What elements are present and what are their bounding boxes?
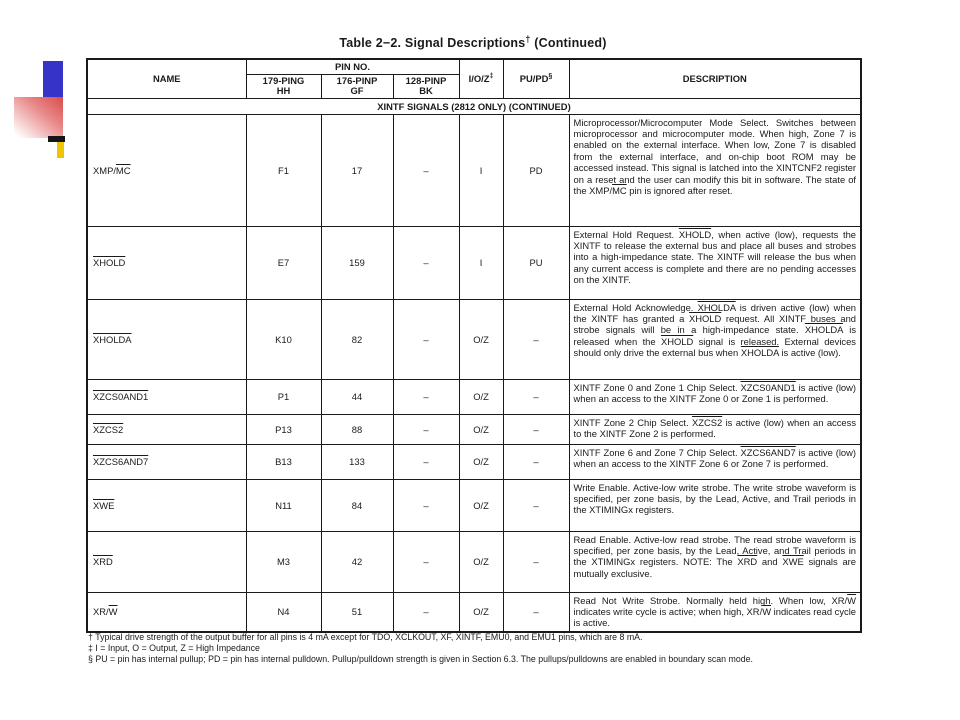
col-header-description: DESCRIPTION <box>569 59 861 98</box>
pin-pbk: – <box>393 592 459 632</box>
signal-description: Microprocessor/Microcomputer Mode Select. Switches between microprocessor and microcomputer mode. When high, Zone 7 is enabled on the external interface. When low, Zone 7 is disabled from the external interface, and on-chip boot ROM may be accessed instead. This signal is latched into the XINTCNF2 register on a reset and the user can modify this bit in software. The state of the XMP/$\overline{MC}$ pin is ignored after reset. <box>569 114 861 226</box>
footnote-text: Typical drive strength of the output buffer for all pins is 4 mA except for TDO, XCLKOUT, XF, XINTF, EMU0, and EMU1 pins, which are 8 mA. <box>95 632 643 642</box>
pullup-pulldown: PU <box>503 226 569 299</box>
signal-descriptions-table <box>86 58 862 633</box>
pin-ghh: F1 <box>246 114 321 226</box>
io-type: O/Z <box>459 479 503 531</box>
table-title-dagger: † <box>525 34 531 44</box>
pullup-pulldown: PD <box>503 114 569 226</box>
pkg-pbk-line1: 128-PINP <box>405 74 447 86</box>
decor-yellow-bar <box>57 142 64 158</box>
decor-blue-bar <box>43 61 63 98</box>
pullup-pulldown: – <box>503 479 569 531</box>
pin-pgf: 84 <box>321 479 393 531</box>
section-header-xintf-signals: XINTF SIGNALS (2812 ONLY) (CONTINUED) <box>87 98 861 114</box>
footnote-text: I = Input, O = Output, Z = High Impedance <box>95 643 260 653</box>
pupd-footnote-mark: § <box>548 73 553 81</box>
pin-pgf: 133 <box>321 444 393 479</box>
pin-pbk: – <box>393 114 459 226</box>
pullup-pulldown: – <box>503 379 569 414</box>
pin-pgf: 42 <box>321 531 393 592</box>
col-header-pkg-pgf <box>321 74 393 98</box>
pin-pgf: 82 <box>321 299 393 379</box>
io-type: O/Z <box>459 592 503 632</box>
table-row <box>87 592 861 632</box>
pin-pbk: – <box>393 299 459 379</box>
col-header-pupd <box>503 59 569 98</box>
pin-ghh: M3 <box>246 531 321 592</box>
pin-pgf: 44 <box>321 379 393 414</box>
signal-description: External Hold Request. XHOLD, when active (low), requests the XINTF to release the external bus and place all buses and strobes into a high-impedance state. The XINTF will release the bus when any current access is complete and there are no pending accesses on the XINTF. <box>569 226 861 299</box>
pkg-pgf-line2: GF <box>350 85 364 96</box>
col-header-pkg-ghh <box>246 74 321 98</box>
io-type: O/Z <box>459 299 503 379</box>
table-row <box>87 226 861 299</box>
pin-ghh: E7 <box>246 226 321 299</box>
signal-name: XZCS0AND1 <box>87 379 246 414</box>
pullup-pulldown: – <box>503 414 569 444</box>
signal-description: Read Not Write Strobe. Normally held high. When low, $XR/\overline{W}$ indicates write cycle is active; when high, $XR/\overline{W}$ indicates read cycle is active. <box>569 592 861 632</box>
pin-pgf: 51 <box>321 592 393 632</box>
pullup-pulldown: – <box>503 444 569 479</box>
table-title <box>86 34 860 50</box>
table-row <box>87 379 861 414</box>
pkg-pbk-line2: BK <box>419 85 433 96</box>
table-title-suffix: (Continued) <box>530 36 607 51</box>
ioz-footnote-mark: ‡ <box>489 73 494 81</box>
signal-name: $\overline{XRD}$ <box>87 531 246 592</box>
signal-name: XHOLD <box>87 226 246 299</box>
io-type: O/Z <box>459 444 503 479</box>
footnote-pupd-legend <box>88 654 860 665</box>
decor-red-gradient-square <box>14 97 63 138</box>
table-row <box>87 479 861 531</box>
pin-pgf: 17 <box>321 114 393 226</box>
table-footnotes <box>88 632 860 665</box>
pullup-pulldown: – <box>503 592 569 632</box>
col-header-name: NAME <box>87 59 246 98</box>
pin-pbk: – <box>393 379 459 414</box>
ioz-label: I/O/Z <box>468 73 490 85</box>
pin-pbk: – <box>393 531 459 592</box>
footnote-symbol: ‡ <box>88 643 93 653</box>
footnote-symbol: † <box>88 632 93 642</box>
signal-description: External Hold Acknowledge. XHOLDA is driven active (low) when the XINTF has granted a XHOLD request. All XINTF buses and strobe signals will be in a high-impedance state. XHOLDA is released when the XHOLD signal is released. External devices should only drive the external bus when XHOLDA is active (low). <box>569 299 861 379</box>
footnote-text: PU = pin has internal pullup; PD = pin has internal pulldown. Pullup/pulldown strength is given in Section 6.3. The pullups/pulldowns are enabled in boundary scan mode. <box>95 654 753 664</box>
pin-ghh: P1 <box>246 379 321 414</box>
pin-ghh: N4 <box>246 592 321 632</box>
signal-name: $XR/\overline{W}$ <box>87 592 246 632</box>
table-row <box>87 444 861 479</box>
io-type: O/Z <box>459 531 503 592</box>
io-type: O/Z <box>459 414 503 444</box>
pin-ghh: K10 <box>246 299 321 379</box>
footnote-symbol: § <box>88 654 93 664</box>
signal-description: Write Enable. Active-low write strobe. The write strobe waveform is specified, per zone basis, by the Lead, Active, and Trail periods in the XTIMINGx registers. <box>569 479 861 531</box>
pkg-ghh-line1: 179-PING <box>262 74 305 86</box>
col-header-pin-no: PIN NO. <box>246 59 459 74</box>
pin-pbk: – <box>393 226 459 299</box>
pkg-pgf-line1: 176-PINP <box>336 74 378 86</box>
pin-pgf: 88 <box>321 414 393 444</box>
pupd-label: PU/PD <box>519 73 549 85</box>
table-row <box>87 414 861 444</box>
signal-description: XINTF Zone 6 and Zone 7 Chip Select. XZCS6AND7 is active (low) when an access to the XINTF Zone 6 or Zone 7 is performed. <box>569 444 861 479</box>
pin-pbk: – <box>393 414 459 444</box>
signal-name: XHOLDA <box>87 299 246 379</box>
table-row <box>87 114 861 226</box>
table-row <box>87 531 861 592</box>
pin-ghh: N11 <box>246 479 321 531</box>
footnote-ioz-legend <box>88 643 860 654</box>
signal-description: Read Enable. Active-low read strobe. The read strobe waveform is specified, per zone basis, by the Lead, Active, and Trail periods in the XTIMINGx registers. NOTE: The $\overline{XRD}$ and $\overline{XWE}$ signals are mutually exclusive. <box>569 531 861 592</box>
pin-pbk: – <box>393 479 459 531</box>
pin-ghh: P13 <box>246 414 321 444</box>
footnote-drive-strength <box>88 632 860 643</box>
signal-description: XINTF Zone 2 Chip Select. XZCS2 is active (low) when an access to the XINTF Zone 2 is performed. <box>569 414 861 444</box>
table-row <box>87 299 861 379</box>
col-header-ioz <box>459 59 503 98</box>
signal-name: $\overline{XWE}$ <box>87 479 246 531</box>
io-type: I <box>459 114 503 226</box>
pullup-pulldown: – <box>503 299 569 379</box>
signal-name: XMP/$\overline{MC}$ <box>87 114 246 226</box>
signal-description: XINTF Zone 0 and Zone 1 Chip Select. XZCS0AND1 is active (low) when an access to the XINTF Zone 0 or Zone 1 is performed. <box>569 379 861 414</box>
pkg-ghh-line2: HH <box>276 85 291 96</box>
io-type: I <box>459 226 503 299</box>
signal-name: XZCS2 <box>87 414 246 444</box>
pin-pbk: – <box>393 444 459 479</box>
pullup-pulldown: – <box>503 531 569 592</box>
table-title-main: Table 2−2. Signal Descriptions <box>339 36 526 51</box>
pin-pgf: 159 <box>321 226 393 299</box>
io-type: O/Z <box>459 379 503 414</box>
pin-ghh: B13 <box>246 444 321 479</box>
signal-name: XZCS6AND7 <box>87 444 246 479</box>
col-header-pkg-pbk <box>393 74 459 98</box>
